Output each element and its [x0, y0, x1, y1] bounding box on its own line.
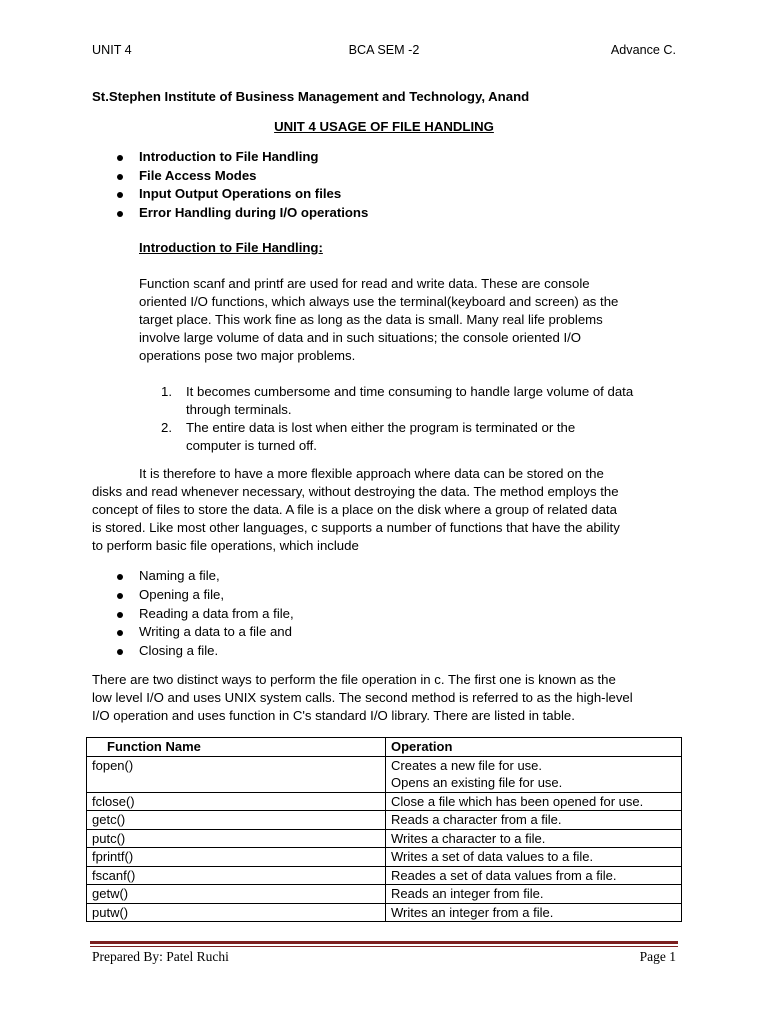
table-row — [87, 866, 682, 885]
table-row — [87, 848, 682, 867]
list-item: Opening a file, — [114, 586, 294, 605]
table-row — [87, 811, 682, 830]
file-operations-list — [114, 567, 294, 661]
header-subject: Advance C. — [610, 43, 676, 57]
function-name-cell: fopen() — [87, 756, 386, 792]
list-item: Naming a file, — [114, 567, 294, 586]
list-item: Introduction to File Handling — [114, 148, 368, 167]
footer-divider-thin — [90, 946, 678, 947]
unit-title: UNIT 4 USAGE OF FILE HANDLING — [274, 119, 494, 134]
operation-cell: Writes a set of data values to a file. — [386, 848, 682, 867]
list-item: Error Handling during I/O operations — [114, 204, 368, 223]
column-header: Operation — [386, 738, 682, 757]
table-row — [87, 885, 682, 904]
bullet-icon — [117, 192, 123, 198]
intro-paragraph: Function scanf and printf are used for read and write data. These are console oriented I/O functions, which always use the terminal(keyboard and screen) as the target place. This work fine as long as the data is small. Many real life problems involve large volume of data and in such situations; the console oriented I/O operations pose two major problems. — [139, 276, 619, 363]
list-item: File Access Modes — [114, 167, 368, 186]
distinct-ways-paragraph: There are two distinct ways to perform the file operation in c. The first one is known as the low level I/O and uses UNIX system calls. The second method is referred to as the high-level I/O operation and uses function in C's standard I/O library. There are listed in table. — [92, 672, 633, 723]
bullet-icon — [117, 593, 123, 599]
operation-cell: Writes a character to a file. — [386, 829, 682, 848]
bullet-icon — [117, 174, 123, 180]
bullet-icon — [117, 630, 123, 636]
problems-list — [139, 383, 684, 455]
institute-name: St.Stephen Institute of Business Management and Technology, Anand — [92, 89, 530, 104]
file-functions-table — [86, 737, 682, 922]
flexible-approach-paragraph: It is therefore to have a more flexible approach where data can be stored on the disks and read whenever necessary, without destroying the data. The method employs the concept of files to store the data. A file is a place on the disk where a group of related data is stored. Like most other languages, c supports a number of functions that have the ability to perform basic file operations, which include — [92, 466, 620, 553]
bullet-icon — [117, 211, 123, 217]
bullet-icon — [117, 574, 123, 580]
list-item: Closing a file. — [114, 642, 294, 661]
operation-cell: Reades a set of data values from a file. — [386, 866, 682, 885]
list-item: Writing a data to a file and — [114, 623, 294, 642]
operation-cell: Close a file which has been opened for use. — [386, 792, 682, 811]
page-header — [92, 43, 676, 59]
header-semester: BCA SEM -2 — [348, 43, 420, 57]
list-item: 1. It becomes cumbersome and time consuming to handle large volume of data through terminals. — [161, 384, 634, 417]
function-name-cell: putc() — [87, 829, 386, 848]
function-name-cell: fclose() — [87, 792, 386, 811]
table-header-row — [87, 738, 682, 757]
bullet-icon — [117, 155, 123, 161]
table-row — [87, 829, 682, 848]
function-name-cell: fscanf() — [87, 866, 386, 885]
list-item: 2. The entire data is lost when either the program is terminated or the computer is turned off. — [161, 420, 576, 453]
page-footer — [92, 949, 676, 967]
bullet-icon — [117, 612, 123, 618]
function-name-cell: getw() — [87, 885, 386, 904]
table-row — [87, 792, 682, 811]
footer-divider-thick — [90, 941, 678, 944]
table-row — [87, 903, 682, 922]
function-name-cell: getc() — [87, 811, 386, 830]
operation-cell: Creates a new file for use. Opens an existing file for use. — [386, 756, 682, 792]
bullet-icon — [117, 649, 123, 655]
table-row — [87, 756, 682, 792]
footer-author: Prepared By: Patel Ruchi — [92, 949, 229, 964]
function-name-cell: putw() — [87, 903, 386, 922]
page-number: Page 1 — [639, 949, 676, 964]
header-unit: UNIT 4 — [92, 43, 132, 57]
list-item: Reading a data from a file, — [114, 605, 294, 624]
operation-cell: Reads an integer from file. — [386, 885, 682, 904]
list-item: Input Output Operations on files — [114, 185, 368, 204]
topics-list — [114, 148, 368, 222]
operation-cell: Writes an integer from a file. — [386, 903, 682, 922]
column-header: Function Name — [87, 738, 386, 757]
section-heading: Introduction to File Handling: — [139, 240, 323, 255]
operation-cell: Reads a character from a file. — [386, 811, 682, 830]
function-name-cell: fprintf() — [87, 848, 386, 867]
